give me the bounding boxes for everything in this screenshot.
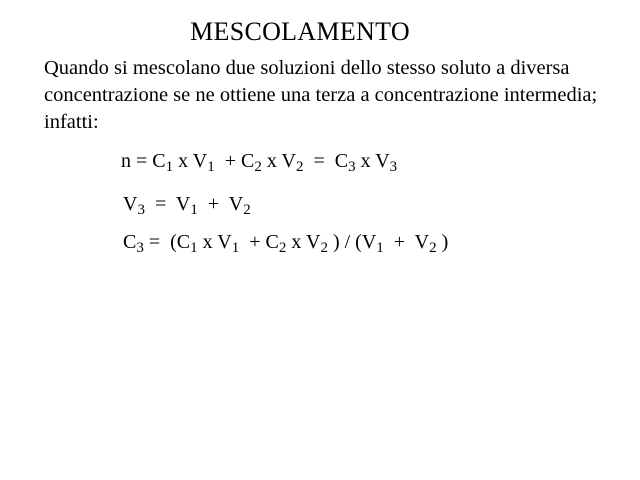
equation-term: + C — [239, 231, 279, 253]
equation-term: = (C — [143, 231, 191, 253]
equation-term: + V — [197, 193, 244, 215]
equation-subscript: 3 — [348, 159, 356, 175]
equation-term: V — [123, 193, 138, 215]
equation-term: x V — [286, 231, 321, 253]
equation-subscript: 3 — [137, 202, 145, 218]
equation-subscript: 2 — [320, 240, 328, 256]
equation-term: x V — [355, 150, 390, 172]
equation-subscript: 1 — [231, 240, 240, 256]
equation-term: = V — [144, 193, 191, 215]
equation-subscript: 1 — [165, 159, 174, 175]
equation-term: n = C — [121, 150, 166, 172]
equation-subscript: 2 — [243, 202, 251, 218]
equation-term: x V — [173, 150, 208, 172]
equation-term: ) — [436, 231, 449, 253]
equation-term: C — [123, 231, 137, 253]
equation-subscript: 1 — [190, 202, 198, 218]
slide-title: MESCOLAMENTO — [190, 17, 410, 46]
equation-subscript: 2 — [278, 240, 287, 256]
equation-term: = C — [303, 150, 349, 172]
equation-moles — [121, 148, 397, 176]
equation-volume — [123, 191, 251, 219]
equation-term: x V — [197, 231, 232, 253]
equation-subscript: 2 — [429, 240, 437, 256]
slide-paragraph: Quando si mescolano due soluzioni dello stesso soluto a diversa concentrazione se ne ottiene una terza a concentrazione intermedia; infatti: — [44, 57, 598, 133]
equation-subscript: 1 — [207, 159, 215, 175]
equation-subscript: 3 — [136, 240, 144, 256]
equation-concentration — [123, 229, 448, 257]
equation-subscript: 1 — [376, 240, 384, 256]
equation-term: ) / (V — [327, 231, 377, 253]
equation-term: x V — [261, 150, 296, 172]
equation-subscript: 2 — [254, 159, 262, 175]
equation-term: + C — [214, 150, 255, 172]
equation-subscript: 2 — [295, 159, 304, 175]
equation-term: + V — [383, 231, 430, 253]
equation-subscript: 3 — [389, 159, 398, 175]
equation-subscript: 1 — [190, 240, 198, 256]
